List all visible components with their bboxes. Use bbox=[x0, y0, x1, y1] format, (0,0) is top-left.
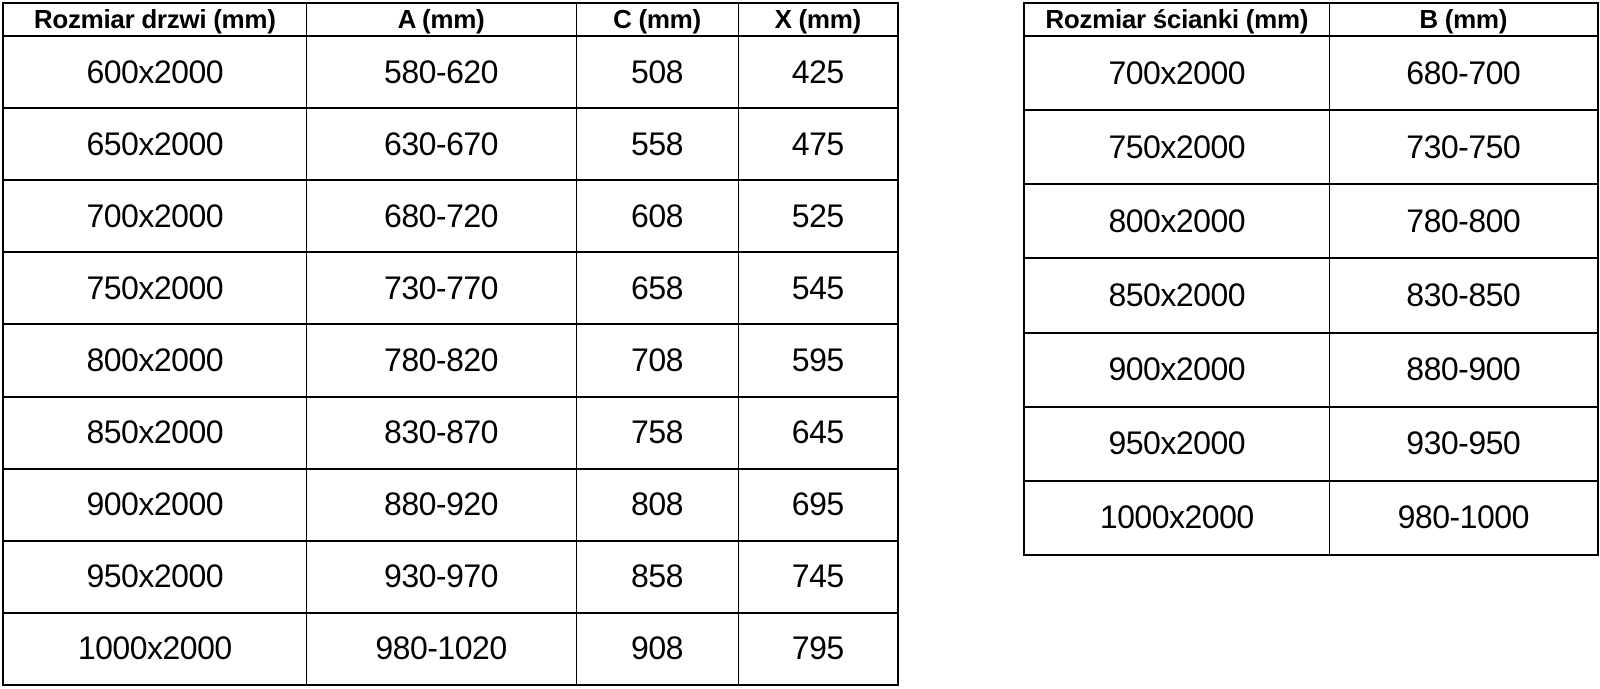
table-cell: 680-700 bbox=[1329, 36, 1598, 110]
table-cell: 645 bbox=[738, 397, 898, 469]
header-row bbox=[1024, 3, 1598, 36]
table-row bbox=[3, 324, 898, 396]
table-cell: 545 bbox=[738, 252, 898, 324]
table-cell: 730-750 bbox=[1329, 110, 1598, 184]
table-cell: 745 bbox=[738, 541, 898, 613]
table-cell: 658 bbox=[576, 252, 738, 324]
table-cell: 950x2000 bbox=[1024, 407, 1329, 481]
table-cell: 750x2000 bbox=[1024, 110, 1329, 184]
table-row bbox=[3, 252, 898, 324]
column-header-c: C (mm) bbox=[576, 3, 738, 36]
table-row bbox=[1024, 184, 1598, 258]
table-cell: 900x2000 bbox=[1024, 333, 1329, 407]
table-row bbox=[1024, 481, 1598, 555]
table-row bbox=[3, 613, 898, 685]
table-cell: 750x2000 bbox=[3, 252, 306, 324]
table-cell: 930-970 bbox=[306, 541, 576, 613]
table-cell: 900x2000 bbox=[3, 469, 306, 541]
table-cell: 700x2000 bbox=[3, 180, 306, 252]
table-cell: 1000x2000 bbox=[3, 613, 306, 685]
table-cell: 880-900 bbox=[1329, 333, 1598, 407]
table-cell: 908 bbox=[576, 613, 738, 685]
table-cell: 425 bbox=[738, 36, 898, 108]
table-cell: 708 bbox=[576, 324, 738, 396]
table-cell: 508 bbox=[576, 36, 738, 108]
table-cell: 1000x2000 bbox=[1024, 481, 1329, 555]
column-header-door-size: Rozmiar drzwi (mm) bbox=[3, 3, 306, 36]
table-cell: 830-850 bbox=[1329, 258, 1598, 332]
table-row bbox=[3, 397, 898, 469]
table-cell: 850x2000 bbox=[1024, 258, 1329, 332]
column-header-a: A (mm) bbox=[306, 3, 576, 36]
table-row bbox=[3, 108, 898, 180]
table-row bbox=[3, 180, 898, 252]
table-cell: 980-1020 bbox=[306, 613, 576, 685]
table-cell: 600x2000 bbox=[3, 36, 306, 108]
table-cell: 475 bbox=[738, 108, 898, 180]
wall-size-table bbox=[1023, 2, 1599, 556]
table-cell: 830-870 bbox=[306, 397, 576, 469]
table-cell: 630-670 bbox=[306, 108, 576, 180]
table-cell: 680-720 bbox=[306, 180, 576, 252]
table-cell: 800x2000 bbox=[3, 324, 306, 396]
table-row bbox=[1024, 110, 1598, 184]
table-cell: 650x2000 bbox=[3, 108, 306, 180]
table-cell: 558 bbox=[576, 108, 738, 180]
table-cell: 700x2000 bbox=[1024, 36, 1329, 110]
column-header-x: X (mm) bbox=[738, 3, 898, 36]
table-cell: 525 bbox=[738, 180, 898, 252]
column-header-b: B (mm) bbox=[1329, 3, 1598, 36]
table-row bbox=[1024, 333, 1598, 407]
table-cell: 808 bbox=[576, 469, 738, 541]
header-row bbox=[3, 3, 898, 36]
column-header-wall-size: Rozmiar ścianki (mm) bbox=[1024, 3, 1329, 36]
table-row bbox=[3, 541, 898, 613]
table-cell: 950x2000 bbox=[3, 541, 306, 613]
table-cell: 795 bbox=[738, 613, 898, 685]
table-cell: 850x2000 bbox=[3, 397, 306, 469]
table-row bbox=[1024, 36, 1598, 110]
table-row bbox=[1024, 258, 1598, 332]
table-cell: 980-1000 bbox=[1329, 481, 1598, 555]
table-cell: 758 bbox=[576, 397, 738, 469]
table-row bbox=[1024, 407, 1598, 481]
table-cell: 880-920 bbox=[306, 469, 576, 541]
table-row bbox=[3, 36, 898, 108]
table-cell: 800x2000 bbox=[1024, 184, 1329, 258]
table-cell: 608 bbox=[576, 180, 738, 252]
table-cell: 780-800 bbox=[1329, 184, 1598, 258]
table-cell: 595 bbox=[738, 324, 898, 396]
door-size-table bbox=[2, 2, 899, 686]
table-row bbox=[3, 469, 898, 541]
table-cell: 780-820 bbox=[306, 324, 576, 396]
table-cell: 730-770 bbox=[306, 252, 576, 324]
table-cell: 858 bbox=[576, 541, 738, 613]
table-cell: 580-620 bbox=[306, 36, 576, 108]
table-cell: 695 bbox=[738, 469, 898, 541]
table-cell: 930-950 bbox=[1329, 407, 1598, 481]
